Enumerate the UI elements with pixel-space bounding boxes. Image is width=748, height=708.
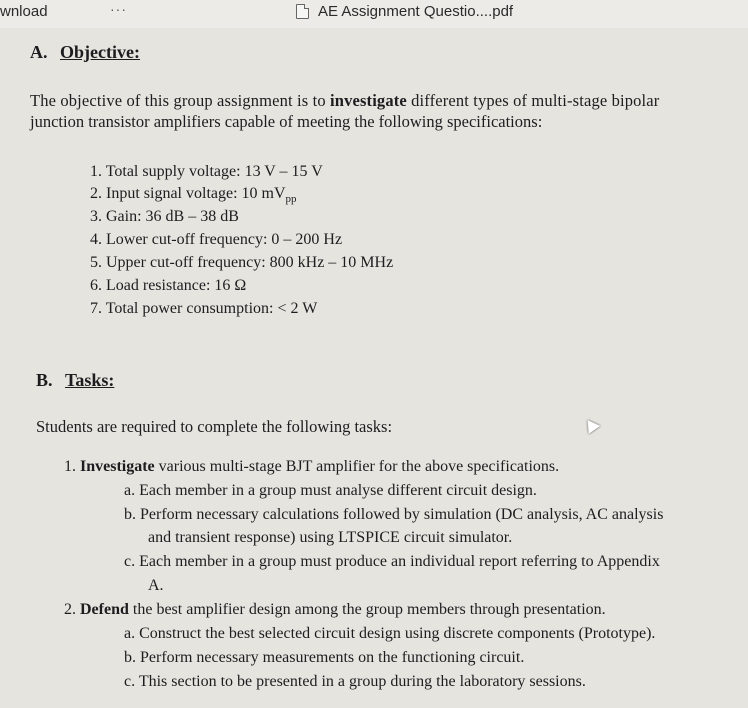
- task-item-1: 1. Investigate various multi-stage BJT amplifier for the above specifications.: [64, 458, 560, 475]
- task-1a: a. Each member in a group must analyse different circuit design.: [124, 482, 537, 499]
- tasks-title: Tasks:: [65, 370, 115, 390]
- tasks-heading: [36, 370, 114, 391]
- tasks-letter: B.: [36, 370, 53, 390]
- tasks-intro: Students are required to complete the following tasks:: [36, 417, 393, 436]
- spec-item: 1. Total supply voltage: 13 V – 15 V: [90, 163, 323, 180]
- download-label: wnload: [0, 3, 48, 20]
- task-1b-cont: and transient response) using LTSPICE circuit simulator.: [148, 529, 513, 546]
- spec-item: 7. Total power consumption: < 2 W: [90, 300, 318, 317]
- objective-bold: investigate: [330, 91, 407, 110]
- objective-paragraph: [30, 90, 730, 132]
- task-1c: c. Each member in a group must produce an individual report referring to Appendix: [124, 553, 660, 570]
- mouse-cursor-icon: [582, 416, 600, 434]
- spec-item: 3. Gain: 36 dB – 38 dB: [90, 208, 239, 225]
- download-filename: AE Assignment Questio....pdf: [318, 3, 514, 20]
- task-2a: a. Construct the best selected circuit design using discrete components (Prototype).: [124, 625, 656, 642]
- objective-letter: A.: [30, 42, 48, 62]
- task-1b: b. Perform necessary calculations followed by simulation (DC analysis, AC analysis: [124, 506, 664, 523]
- objective-text-2: different types of multi-stage bipolar: [406, 91, 660, 110]
- task-2b: b. Perform necessary measurements on the functioning circuit.: [124, 649, 525, 666]
- browser-download-bar: [0, 0, 748, 28]
- document-icon: [296, 4, 309, 19]
- objective-text-1: The objective of this group assignment is to: [30, 91, 331, 110]
- more-options-icon[interactable]: ···: [110, 1, 127, 17]
- spec-item: 2. Input signal voltage: 10 $mV_{pp}$: [90, 185, 297, 206]
- task-item-2: 2. Defend the best amplifier design among the group members through presentation.: [64, 601, 606, 618]
- objective-title: Objective:: [60, 42, 140, 62]
- spec-item: 5. Upper cut-off frequency: 800 kHz – 10 MHz: [90, 254, 394, 271]
- task-1c-cont: A.: [148, 577, 164, 594]
- spec-item: 4. Lower cut-off frequency: 0 – 200 Hz: [90, 231, 343, 248]
- objective-text-3: junction transistor amplifiers capable of meeting the following specifications:: [30, 112, 543, 131]
- task-2c: c. This section to be presented in a group during the laboratory sessions.: [124, 673, 586, 690]
- download-file-item[interactable]: [296, 3, 513, 20]
- objective-heading: [30, 42, 140, 63]
- spec-item: 6. Load resistance: 16 Ω: [90, 277, 247, 294]
